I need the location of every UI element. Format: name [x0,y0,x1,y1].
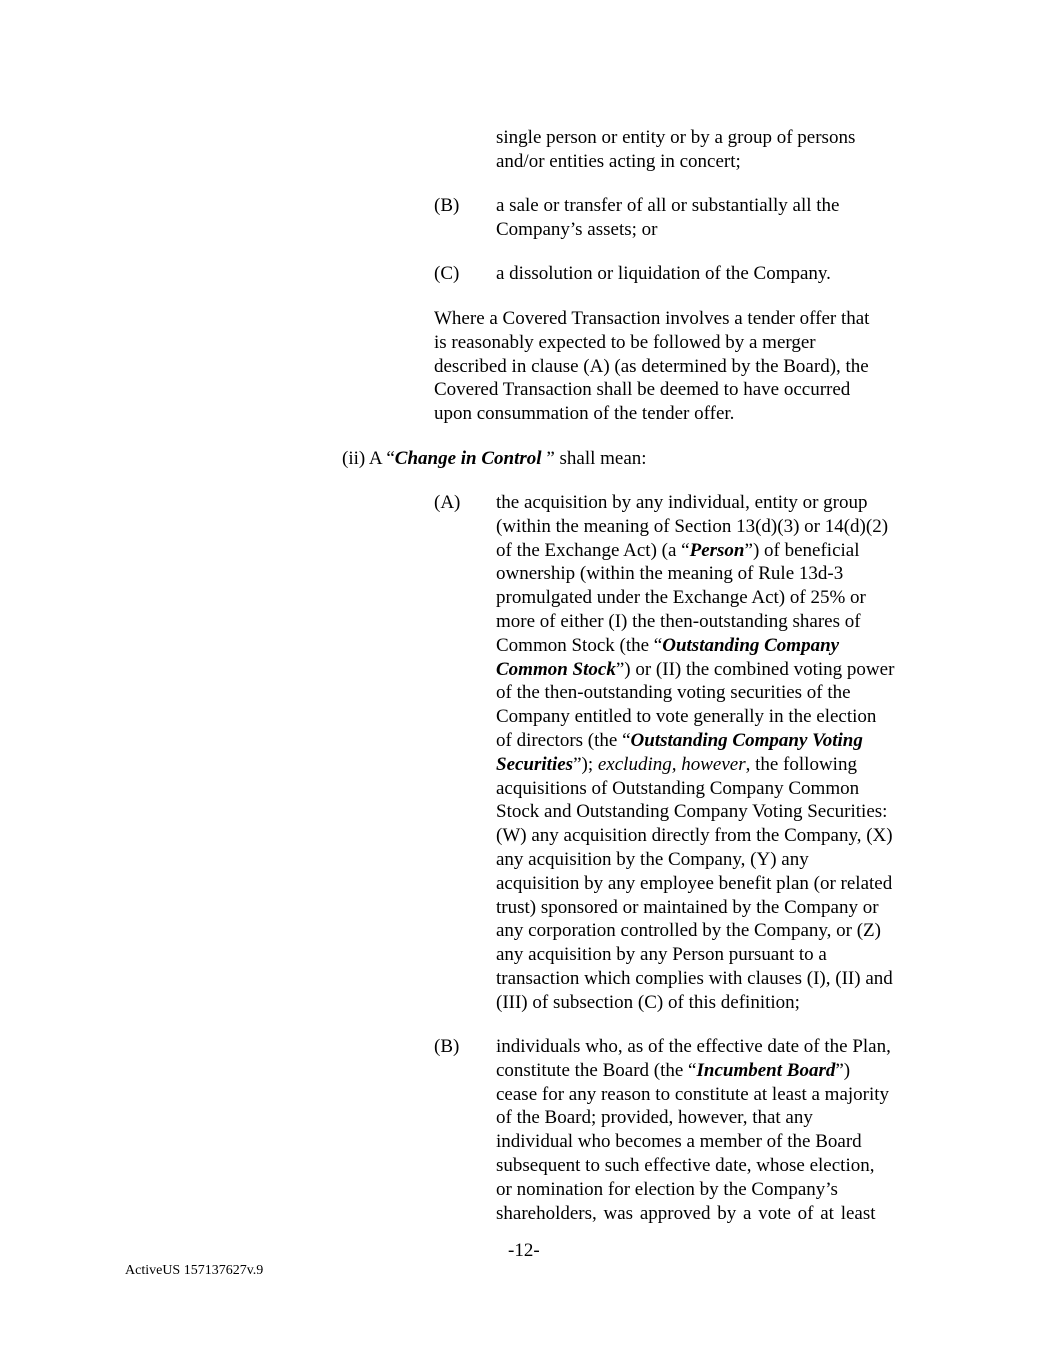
text-line: of the then-outstanding voting securities of the [496,682,851,704]
change-in-control-heading [342,447,842,471]
text-span: ”) of beneficial [744,539,860,561]
text-line: individual who becomes a member of the Board [496,1131,862,1153]
text-line: acquisition by any employee benefit plan (or related [496,872,893,894]
text-span: Common Stock (the “ [496,634,663,656]
text-line: Company’s assets; or [496,218,658,240]
clause-label: (C) [434,263,460,284]
text-line [496,634,941,658]
where-paragraph [434,307,934,426]
text-line: (within the meaning of Section 13(d)(3) or 14(d)(2) [496,515,889,537]
heading-prefix: (ii) A “ [342,448,395,469]
text-line: shareholders, was approved by a vote of at least [496,1202,876,1224]
text-line: of the Board; provided, however, that any [496,1107,813,1129]
text-line [496,1059,941,1083]
clause-label: (B) [434,195,460,216]
text-line: Covered Transaction shall be deemed to have occurred [434,379,851,401]
defined-term: Common Stock [496,658,616,680]
text-line [496,729,941,753]
text-line: promulgated under the Exchange Act) of 25% or [496,587,866,609]
continuation-paragraph [496,126,936,174]
document-id: ActiveUS 157137627v.9 [125,1263,264,1278]
text-line: the acquisition by any individual, entity or group [496,492,868,513]
text-line [496,753,941,777]
text-span: ”); [573,753,598,775]
defined-term: Securities [496,753,574,775]
text-line: more of either (I) the then-outstanding shares of [496,610,861,632]
defined-term: Change in Control [394,448,542,469]
page-number: -12- [508,1240,540,1261]
text-line: single person or entity or by a group of persons [496,127,856,148]
text-span: ”) or (II) the combined voting power [615,658,895,680]
text-line: trust) sponsored or maintained by the Company or [496,896,879,918]
text-line: subsequent to such effective date, whose election, [496,1154,875,1176]
text-line [496,539,941,563]
text-line: (W) any acquisition directly from the Company, (X) [496,825,893,847]
text-span: of directors (the “ [496,729,631,751]
defined-term: Incumbent Board [696,1059,836,1081]
text-line: is reasonably expected to be followed by a merger [434,331,816,353]
text-span: constitute the Board (the “ [496,1059,697,1081]
text-line: Where a Covered Transaction involves a tender offer that [434,308,870,329]
text-line: and/or entities acting in concert; [496,150,741,172]
text-line: cease for any reason to constitute at least a majority [496,1083,890,1105]
text-line: individuals who, as of the effective date of the Plan, [496,1036,891,1057]
text-line: or nomination for election by the Company’s [496,1178,838,1200]
text-line: upon consummation of the tender offer. [434,403,735,425]
heading-suffix: ” shall mean: [541,448,647,469]
text-line: any acquisition by any Person pursuant to a [496,944,827,966]
italic-text: excluding, however [597,753,746,775]
text-line: acquisitions of Outstanding Company Common [496,777,860,799]
text-line: a sale or transfer of all or substantially all the [496,195,840,216]
clause-label: (A) [434,492,461,513]
text-line: transaction which complies with clauses (I), (II) and [496,967,893,989]
text-line: Stock and Outstanding Company Voting Securities: [496,801,888,823]
text-span: of the Exchange Act) (a “ [496,539,690,561]
text-line [496,658,941,682]
clause-text [496,262,936,286]
clause-text [496,491,941,1015]
text-line: any corporation controlled by the Company, or (Z) [496,920,881,942]
text-line: a dissolution or liquidation of the Company. [496,263,831,284]
text-span: , the following [745,753,857,775]
text-line: any acquisition by the Company, (Y) any [496,848,809,870]
clause-text [496,194,936,242]
text-line: described in clause (A) (as determined by the Board), the [434,355,869,377]
text-line: (III) of subsection (C) of this definition; [496,991,800,1013]
clause-text [496,1035,941,1225]
clause-label: (B) [434,1036,460,1057]
text-line: ownership (within the meaning of Rule 13d-3 [496,563,844,585]
text-line: Company entitled to vote generally in the election [496,706,877,728]
defined-term: Outstanding Company Voting [630,729,863,751]
defined-term: Outstanding Company [662,634,840,656]
text-span: ”) [835,1059,851,1081]
defined-term: Person [689,539,745,561]
